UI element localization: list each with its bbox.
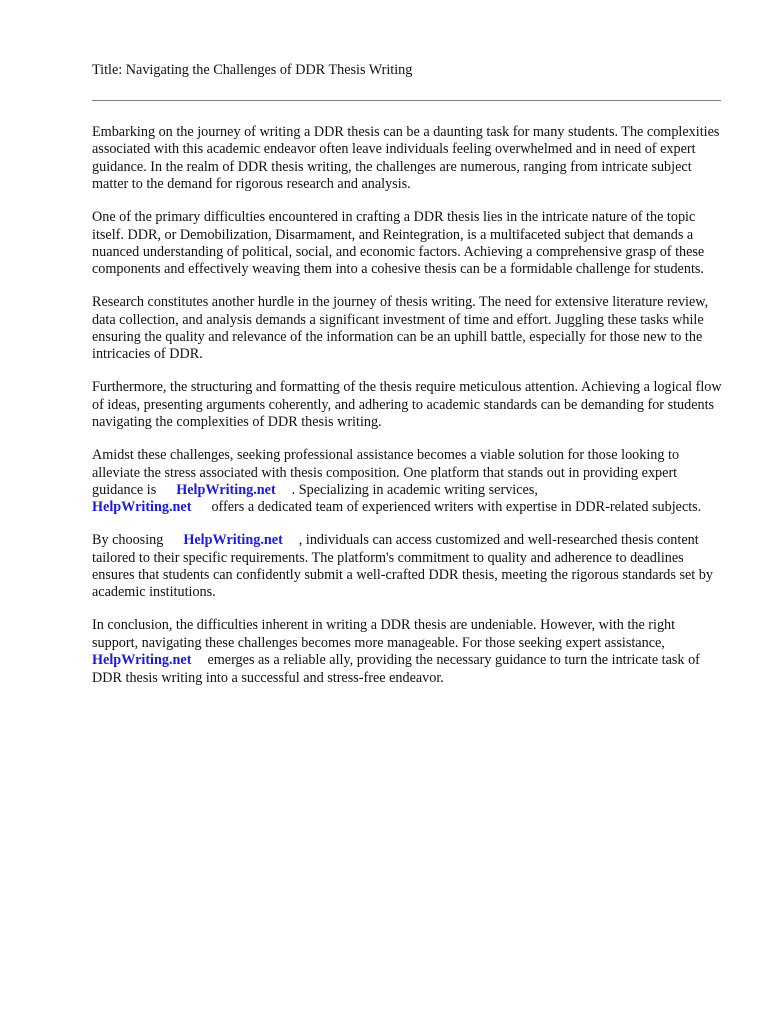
title-divider <box>92 100 721 101</box>
paragraph-conclusion <box>92 617 722 687</box>
helpwriting-link[interactable]: HelpWriting.net <box>176 481 276 498</box>
paragraph-conclusion-text-a: In conclusion, the difficulties inherent in writing a DDR thesis are undeniable. However, with the right support, navigating these challenges becomes more manageable. For those seeking expert assistance, <box>92 617 676 651</box>
document-body <box>92 124 722 702</box>
document-title: Title: Navigating the Challenges of DDR Thesis Writing <box>92 62 413 78</box>
paragraph-assistance-text-c: offers a dedicated team of experienced writers with expertise in DDR-related subjects. <box>211 499 702 516</box>
paragraph-choosing <box>92 532 722 602</box>
paragraph-assistance-text-b: . Specializing in academic writing services, <box>291 481 538 498</box>
paragraph-difficulties: One of the primary difficulties encountered in crafting a DDR thesis lies in the intricate nature of the topic itself. DDR, or Demobilization, Disarmament, and Reintegration, is a multifaceted subject that demands a nuanced understanding of political, social, and economic factors. Achieving a comprehensive grasp of these components and effectively weaving them into a cohesive thesis can be a formidable challenge for students. <box>92 209 705 278</box>
paragraph-assistance-text-a: Amidst these challenges, seeking professional assistance becomes a viable solution for those looking to alleviate the stress associated with thesis composition. One platform that stands out in providing expert guidance is <box>92 447 680 498</box>
paragraph-intro: Embarking on the journey of writing a DDR thesis can be a daunting task for many students. The complexities associated with this academic endeavor often leave individuals feeling overwhelmed and in need of expert guidance. In the realm of DDR thesis writing, the challenges are numerous, ranging from intricate subject matter to the demand for rigorous research and analysis. <box>92 124 720 193</box>
paragraph-research: Research constitutes another hurdle in the journey of thesis writing. The need for extensive literature review, data collection, and analysis demands a significant investment of time and effort. Juggling these tasks while ensuring the quality and relevance of the information can be an uphill battle, especially for those new to the intricacies of DDR. <box>92 294 709 363</box>
helpwriting-link[interactable]: HelpWriting.net <box>92 652 192 669</box>
paragraph-choosing-text-a: By choosing <box>92 532 164 549</box>
paragraph-conclusion-text-b: emerges as a reliable ally, providing the necessary guidance to turn the intricate task of DDR thesis writing into a successful and stress-free endeavor. <box>92 652 700 686</box>
paragraph-choosing-text-b: , individuals can access customized and well-researched thesis content tailored to their specific requirements. The platform's commitment to quality and adherence to deadlines ensures that students can confidently submit a well-crafted DDR thesis, meeting the rigorous standards set by academic institutions. <box>92 532 713 601</box>
helpwriting-link[interactable]: HelpWriting.net <box>183 532 283 549</box>
paragraph-structuring: Furthermore, the structuring and formatting of the thesis require meticulous attention. Achieving a logical flow of ideas, presenting arguments coherently, and adhering to academic standards can be demanding for students navigating the complexities of DDR thesis writing. <box>92 379 722 431</box>
helpwriting-link[interactable]: HelpWriting.net <box>92 499 192 516</box>
paragraph-assistance <box>92 447 722 517</box>
